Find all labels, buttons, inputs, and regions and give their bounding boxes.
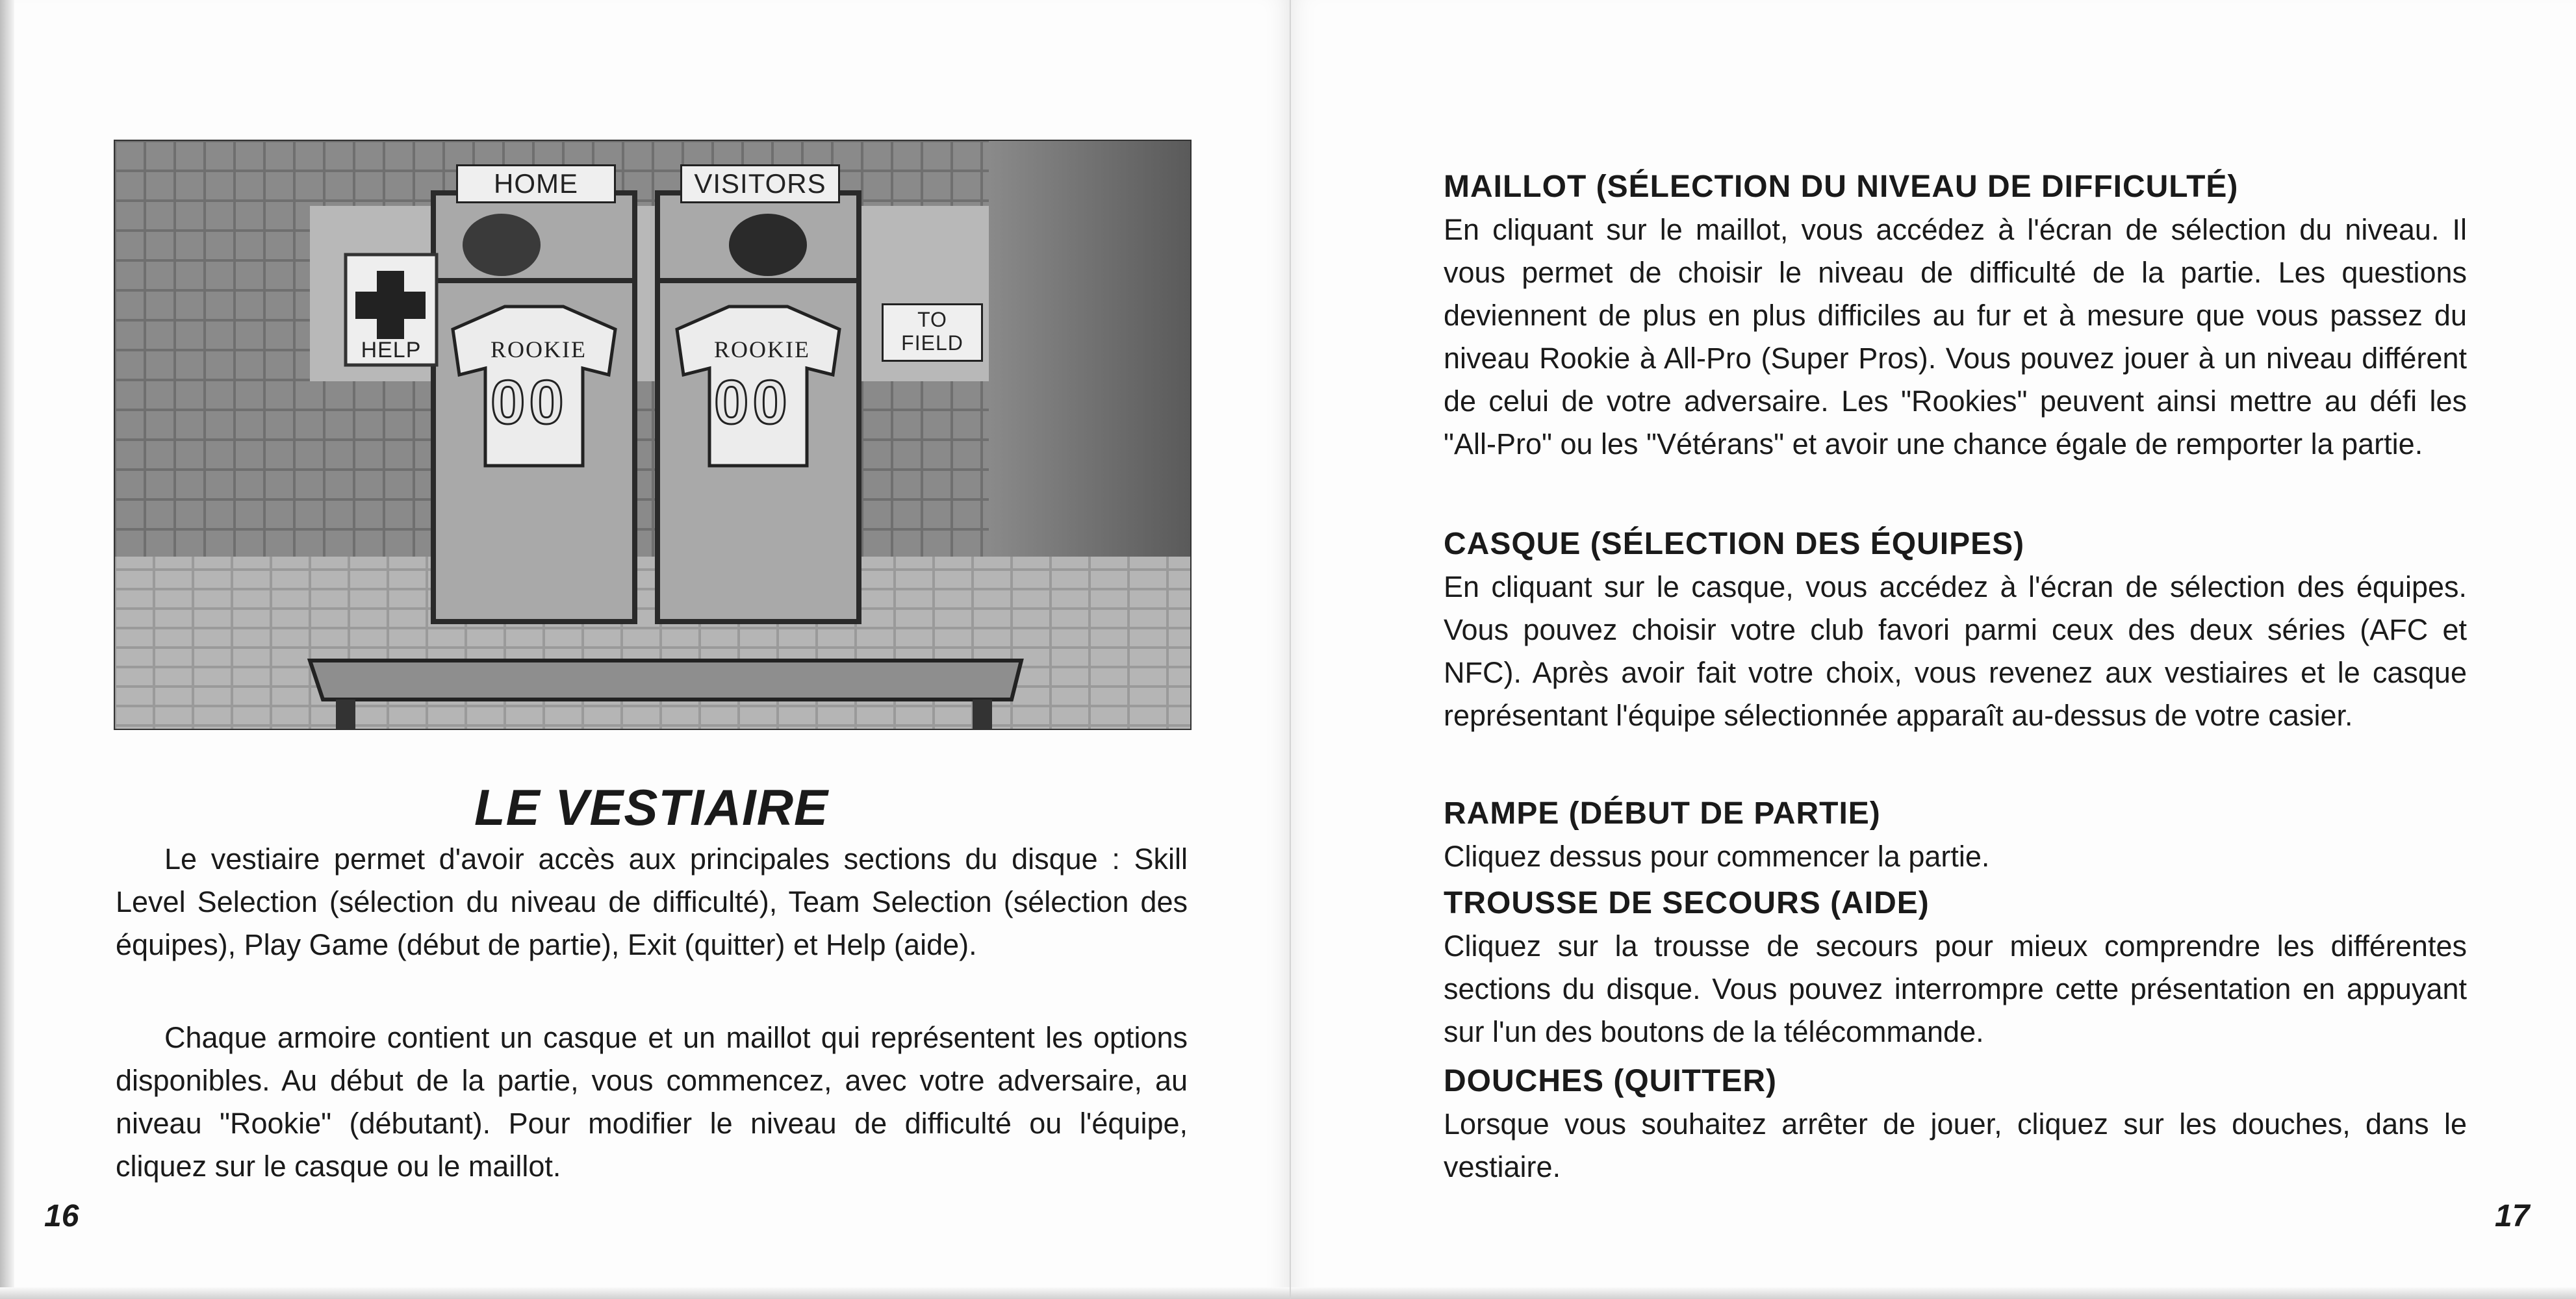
section-trousse bbox=[1444, 882, 2467, 1053]
page-number-left: 16 bbox=[44, 1199, 79, 1233]
left-jersey-label: ROOKIE bbox=[491, 336, 587, 362]
page-bottom-edge bbox=[1291, 1287, 2576, 1299]
section-body: En cliquant sur le casque, vous accédez à l'écran de sélection des équipes. Vous pouvez choisir votre club favori parmi ceux des deux séries (AFC et NFC). Après avoir fait votre choix, vous revenez aux vestiaires et le casque représentant l'équipe sélectionnée apparaît au-dessus de votre casier. bbox=[1444, 570, 2467, 732]
section-casque bbox=[1444, 523, 2467, 737]
section-body: Cliquez sur la trousse de secours pour mieux comprendre les différentes sections du disque. Vous pouvez interrompre cette présentation en appuyant sur l'un des boutons de la télécommande. bbox=[1444, 929, 2467, 1048]
help-sign: HELP bbox=[361, 338, 422, 362]
section-heading: DOUCHES (QUITTER) bbox=[1444, 1064, 1777, 1098]
section-heading: TROUSSE DE SECOURS (AIDE) bbox=[1444, 886, 1930, 920]
visitors-sign: VISITORS bbox=[680, 164, 840, 203]
right-jersey-label: ROOKIE bbox=[714, 336, 810, 362]
lockers-paragraph: Chaque armoire contient un casque et un maillot qui représentent les options disponibles. Au début de la partie, vous commencez, avec votre adversaire, au niveau "Rookie" (débutant). Pour modifier le niveau de difficulté ou l'équipe, cliquez sur le casque ou le maillot. bbox=[116, 1021, 1188, 1183]
right-jersey-number: 00 bbox=[714, 368, 791, 437]
page-bottom-edge bbox=[0, 1287, 1290, 1299]
binding-edge bbox=[0, 0, 14, 1299]
page-number-right: 17 bbox=[2495, 1199, 2530, 1233]
to-field-sign: TO FIELD bbox=[882, 303, 983, 362]
section-heading: RAMPE (DÉBUT DE PARTIE) bbox=[1444, 796, 1881, 831]
page-title: LE VESTIAIRE bbox=[474, 779, 829, 836]
section-heading: CASQUE (SÉLECTION DES ÉQUIPES) bbox=[1444, 527, 2025, 561]
section-body: Lorsque vous souhaitez arrêter de jouer, cliquez sur les douches, dans le vestiaire. bbox=[1444, 1107, 2467, 1183]
intro-paragraph: Le vestiaire permet d'avoir accès aux principales sections du disque : Skill Level Selection (sélection du niveau de difficulté), Team Selection (sélection des équipes), Play Game (début de partie), Exit (quitter) et Help (aide). bbox=[116, 842, 1188, 961]
section-heading: MAILLOT (SÉLECTION DU NIVEAU DE DIFFICULTÉ) bbox=[1444, 170, 2239, 204]
home-sign: HOME bbox=[456, 164, 616, 203]
section-body: En cliquant sur le maillot, vous accédez à l'écran de sélection du niveau. Il vous permet de choisir le niveau de difficulté de la partie. Les questions deviennent de plus en plus difficiles au fur et à mesure que vous passez du niveau Rookie à All-Pro (Super Pros). Vous pouvez jouer à un niveau différent de celui de votre adversaire. Les "Rookies" peuvent ainsi mettre au défi les "All-Pro" ou les "Vétérans" et avoir une chance égale de remporter la partie. bbox=[1444, 213, 2467, 460]
section-rampe bbox=[1444, 792, 2467, 878]
locker-room-illustration bbox=[115, 141, 1190, 729]
section-body: Cliquez dessus pour commencer la partie. bbox=[1444, 840, 1990, 873]
section-maillot bbox=[1444, 166, 2467, 466]
locker-room-screenshot bbox=[114, 140, 1192, 730]
section-douches bbox=[1444, 1060, 2467, 1189]
left-jersey-number: 00 bbox=[491, 368, 568, 437]
